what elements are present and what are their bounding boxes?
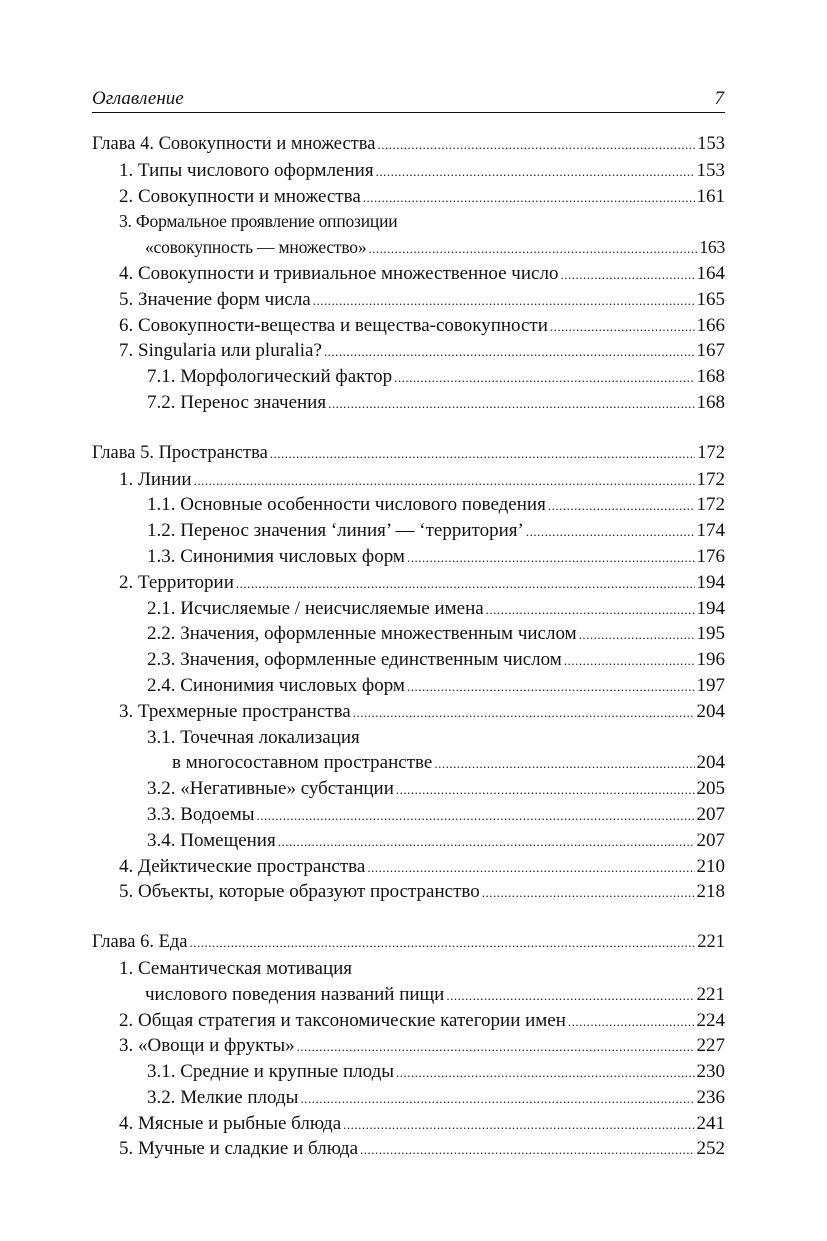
entry-page: 204 bbox=[696, 700, 725, 722]
entry-title: 4. Совокупности и тривиальное множественное число bbox=[119, 262, 559, 284]
entry-title: 3.3. Водоемы bbox=[147, 803, 255, 825]
entry-title: 6. Совокупности-вещества и вещества-совокупности bbox=[119, 314, 548, 336]
toc-chapter-heading[interactable] bbox=[92, 930, 725, 956]
entry-page: 166 bbox=[696, 314, 725, 336]
toc-entry[interactable] bbox=[92, 158, 725, 184]
entry-title: 1.2. Перенос значения ‘линия’ — ‘территория’ bbox=[147, 520, 524, 542]
entry-page: 172 bbox=[696, 494, 725, 516]
dot-leader bbox=[446, 982, 694, 1009]
dot-leader bbox=[407, 673, 695, 700]
entry-title: 4. Мясные и рыбные блюда bbox=[119, 1112, 342, 1134]
entry-title: 3.2. Мелкие плоды bbox=[147, 1086, 299, 1108]
dot-leader bbox=[313, 287, 695, 314]
toc-subentry[interactable] bbox=[92, 492, 725, 518]
entry-page: 161 bbox=[696, 185, 725, 207]
toc-subentry[interactable] bbox=[92, 828, 725, 854]
chapter-page: 153 bbox=[697, 134, 725, 154]
entry-page: 172 bbox=[696, 468, 725, 490]
toc-subentry[interactable] bbox=[92, 518, 725, 544]
dot-leader bbox=[564, 647, 695, 674]
entry-title: 3. «Овощи и фрукты» bbox=[119, 1035, 295, 1057]
entry-title: 7.1. Морфологический фактор bbox=[147, 366, 393, 388]
toc-entry[interactable] bbox=[92, 570, 725, 596]
entry-title: 1. Семантическая мотивация bbox=[119, 957, 353, 979]
entry-title: 5. Мучные и сладкие и блюда bbox=[119, 1138, 359, 1160]
toc-subentry[interactable] bbox=[92, 1085, 725, 1111]
toc-subentry[interactable] bbox=[92, 1059, 725, 1085]
entry-title: 7.2. Перенос значения bbox=[147, 391, 327, 413]
dot-leader bbox=[297, 1033, 695, 1060]
toc-subentry[interactable] bbox=[92, 776, 725, 802]
entry-title: 1.1. Основные особенности числового поведения bbox=[147, 494, 546, 516]
entry-page: 241 bbox=[696, 1112, 725, 1134]
entry-page: 164 bbox=[696, 262, 725, 284]
toc-entry[interactable] bbox=[92, 467, 725, 493]
entry-page: 207 bbox=[696, 829, 725, 851]
dot-leader bbox=[360, 1136, 694, 1163]
toc-subentry-first-line[interactable] bbox=[92, 725, 725, 751]
entry-page: 174 bbox=[696, 520, 725, 542]
entry-page: 224 bbox=[696, 1009, 725, 1031]
chapter-title: Глава 5. Пространства bbox=[92, 442, 268, 463]
entry-title: 3. Формальное проявление оппозиции bbox=[119, 211, 398, 232]
toc-entry[interactable] bbox=[92, 1008, 725, 1034]
entry-page: 252 bbox=[696, 1138, 725, 1160]
entry-page: 176 bbox=[696, 545, 725, 567]
running-header-title: Оглавление bbox=[92, 88, 184, 109]
dot-leader bbox=[396, 776, 695, 803]
entry-title: 1.3. Синонимия числовых форм bbox=[147, 545, 405, 567]
toc-subentry[interactable] bbox=[92, 544, 725, 570]
dot-leader bbox=[548, 492, 695, 519]
entry-page: 210 bbox=[696, 855, 725, 877]
toc-chapter-heading[interactable] bbox=[92, 441, 725, 467]
toc-entry[interactable] bbox=[92, 338, 725, 364]
dot-leader bbox=[394, 364, 694, 391]
toc-entry[interactable] bbox=[92, 261, 725, 287]
toc-entry-continuation[interactable] bbox=[92, 982, 725, 1008]
toc-entry-first-line[interactable] bbox=[92, 209, 725, 235]
entry-page: 236 bbox=[696, 1086, 725, 1108]
entry-page: 167 bbox=[696, 340, 725, 362]
toc-entry[interactable] bbox=[92, 287, 725, 313]
toc-subentry[interactable] bbox=[92, 647, 725, 673]
dot-leader bbox=[482, 879, 695, 906]
dot-leader bbox=[377, 132, 695, 158]
dot-leader bbox=[526, 518, 695, 545]
toc-subentry-continuation[interactable] bbox=[92, 750, 725, 776]
toc-entry[interactable] bbox=[92, 313, 725, 339]
entry-page: 196 bbox=[696, 649, 725, 671]
entry-page: 218 bbox=[696, 881, 725, 903]
dot-leader bbox=[367, 854, 694, 881]
dot-leader bbox=[190, 930, 696, 956]
entry-page: 163 bbox=[699, 237, 725, 258]
entry-title: 3.4. Помещения bbox=[147, 829, 276, 851]
entry-page: 168 bbox=[696, 366, 725, 388]
toc-entry[interactable] bbox=[92, 184, 725, 210]
chapter-title: Глава 6. Еда bbox=[92, 932, 188, 953]
toc-entry[interactable] bbox=[92, 879, 725, 905]
chapter-5-section bbox=[92, 441, 725, 905]
entry-title: 3.1. Средние и крупные плоды bbox=[147, 1061, 395, 1083]
entry-page: 227 bbox=[696, 1035, 725, 1057]
entry-title-continued: «совокупность — множество» bbox=[145, 237, 367, 258]
dot-leader bbox=[236, 570, 695, 597]
toc-subentry[interactable] bbox=[92, 802, 725, 828]
entry-title: 2. Общая стратегия и таксономические категории имен bbox=[119, 1009, 566, 1031]
entry-page: 168 bbox=[696, 391, 725, 413]
dot-leader bbox=[368, 235, 697, 262]
entry-title: 1. Линии bbox=[119, 468, 192, 490]
dot-leader bbox=[407, 544, 695, 571]
entry-title: 3.1. Точечная локализация bbox=[147, 726, 360, 748]
entry-title: 3.2. «Негативные» субстанции bbox=[147, 778, 394, 800]
entry-page: 165 bbox=[696, 288, 725, 310]
toc-subentry[interactable] bbox=[92, 673, 725, 699]
entry-page: 194 bbox=[696, 571, 725, 593]
toc-entry-first-line[interactable] bbox=[92, 956, 725, 982]
dot-leader bbox=[560, 261, 694, 288]
dot-leader bbox=[278, 828, 695, 855]
toc-entry[interactable] bbox=[92, 854, 725, 880]
dot-leader bbox=[486, 596, 695, 623]
toc-entry[interactable] bbox=[92, 1111, 725, 1137]
entry-title: 1. Типы числового оформления bbox=[119, 159, 374, 181]
entry-page: 207 bbox=[696, 803, 725, 825]
dot-leader bbox=[376, 158, 695, 185]
chapter-title: Глава 4. Совокупности и множества bbox=[92, 134, 376, 154]
entry-title: 2. Совокупности и множества bbox=[119, 185, 361, 207]
entry-title: 7. Singularia или pluralia? bbox=[119, 340, 322, 362]
entry-title: 2.3. Значения, оформленные единственным числом bbox=[147, 649, 562, 671]
running-header bbox=[92, 88, 725, 113]
entry-page: 153 bbox=[696, 159, 725, 181]
toc-chapter-heading[interactable] bbox=[92, 132, 725, 158]
entry-page: 197 bbox=[696, 674, 725, 696]
entry-title: 5. Объекты, которые образуют пространство bbox=[119, 881, 480, 903]
entry-page: 221 bbox=[696, 983, 725, 1005]
dot-leader bbox=[353, 699, 695, 726]
dot-leader bbox=[300, 1085, 694, 1112]
dot-leader bbox=[270, 441, 695, 467]
dot-leader bbox=[363, 184, 695, 211]
entry-title-continued: в многосоставном пространстве bbox=[172, 752, 433, 774]
toc-subentry[interactable] bbox=[92, 596, 725, 622]
dot-leader bbox=[324, 338, 695, 365]
page-number: 7 bbox=[714, 88, 724, 109]
entry-title-continued: числового поведения названий пищи bbox=[145, 983, 445, 1005]
chapter-6-section bbox=[92, 930, 725, 1162]
dot-leader bbox=[257, 802, 695, 829]
dot-leader bbox=[568, 1008, 695, 1035]
entry-page: 195 bbox=[696, 623, 725, 645]
entry-title: 2. Территории bbox=[119, 571, 234, 593]
entry-title: 5. Значение форм числа bbox=[119, 288, 311, 310]
dot-leader bbox=[328, 390, 694, 417]
toc-entry[interactable] bbox=[92, 699, 725, 725]
toc-entry-continuation[interactable] bbox=[92, 235, 725, 261]
entry-title: 2.2. Значения, оформленные множественным числом bbox=[147, 623, 577, 645]
entry-title: 2.1. Исчисляемые / неисчисляемые имена bbox=[147, 597, 484, 619]
toc-entry[interactable] bbox=[92, 1033, 725, 1059]
chapter-4-section bbox=[92, 132, 725, 416]
entry-title: 3. Трехмерные пространства bbox=[119, 700, 351, 722]
toc-subentry[interactable] bbox=[92, 364, 725, 390]
toc-subentry[interactable] bbox=[92, 390, 725, 416]
entry-page: 205 bbox=[696, 778, 725, 800]
entry-title: 2.4. Синонимия числовых форм bbox=[147, 674, 405, 696]
dot-leader bbox=[434, 750, 694, 777]
entry-page: 230 bbox=[696, 1061, 725, 1083]
dot-leader bbox=[579, 621, 695, 648]
dot-leader bbox=[343, 1111, 694, 1138]
entry-page: 204 bbox=[696, 752, 725, 774]
dot-leader bbox=[194, 467, 695, 494]
entry-title: 4. Дейктические пространства bbox=[119, 855, 366, 877]
toc-subentry[interactable] bbox=[92, 621, 725, 647]
dot-leader bbox=[396, 1059, 694, 1086]
chapter-page: 172 bbox=[697, 442, 725, 463]
toc-entry[interactable] bbox=[92, 1136, 725, 1162]
dot-leader bbox=[550, 313, 695, 340]
table-of-contents bbox=[92, 132, 725, 1187]
entry-page: 194 bbox=[696, 597, 725, 619]
chapter-page: 221 bbox=[697, 932, 725, 953]
